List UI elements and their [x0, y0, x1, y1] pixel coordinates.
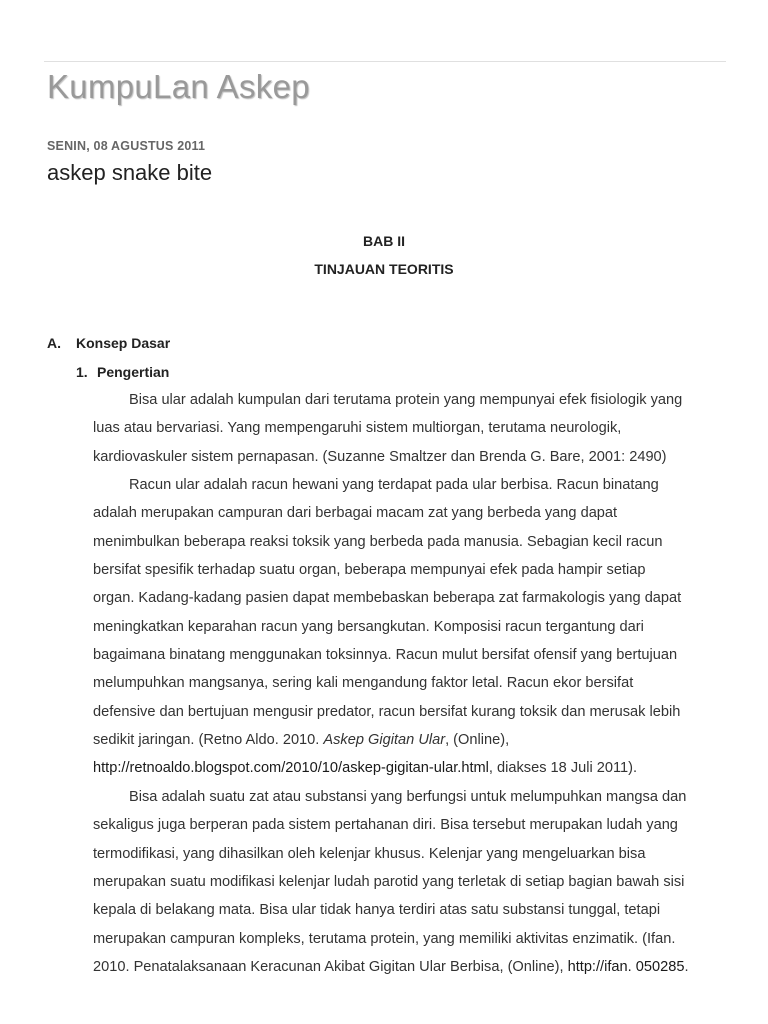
- paragraph-line: meningkatkan keparahan racun yang bersangkutan. Komposisi racun tergantung dari: [93, 618, 644, 635]
- section-marker: A.: [47, 335, 61, 351]
- access-date: , diakses 18 Juli 2011).: [488, 760, 638, 777]
- paragraph-line: organ. Kadang-kadang pasien dapat membebaskan beberapa zat farmakologis yang dapat: [93, 590, 682, 607]
- subsection-title: Pengertian: [97, 364, 170, 380]
- blog-title[interactable]: KumpuLan Askep: [47, 68, 310, 105]
- paragraph-line: Racun ular adalah racun hewani yang terdapat pada ular berbisa. Racun binatang: [129, 477, 659, 494]
- citation-title: Askep Gigitan Ular: [323, 732, 446, 749]
- paragraph-line: bersifat spesifik terhadap suatu organ, beberapa mempunyai efek pada hampir setiap: [93, 562, 646, 579]
- citation-suffix: , (Online),: [445, 732, 510, 749]
- citation-line: [93, 726, 723, 754]
- paragraph-line: melumpuhkan mangsanya, sering kali mengandung faktor letal. Racun ekor bersifat: [93, 675, 634, 692]
- paragraph-line: luas atau bervariasi. Yang mempengaruhi sistem multiorgan, terutama neurologik,: [93, 420, 622, 437]
- paragraph-line: sekaligus juga berperan pada sistem pertahanan diri. Bisa tersebut merupakan ludah yang: [93, 817, 678, 834]
- citation-link-line: [93, 754, 723, 782]
- paragraph-line: termodifikasi, yang dihasilkan oleh kelenjar khusus. Kelenjar yang mengeluarkan bisa: [93, 845, 646, 862]
- article-body: [93, 386, 723, 981]
- paragraph-line: merupakan campuran kompleks, terutama protein, yang memiliki aktivitas enzimatik. (Ifan.: [93, 930, 676, 947]
- post-title[interactable]: askep snake bite: [47, 160, 213, 185]
- post-date: SENIN, 08 AGUSTUS 2011: [47, 139, 206, 153]
- chapter-number: BAB II: [363, 233, 405, 249]
- subsection-marker: 1.: [76, 364, 88, 380]
- citation-prefix: sedikit jaringan. (Retno Aldo. 2010.: [93, 732, 324, 749]
- paragraph-line: Bisa adalah suatu zat atau substansi yang berfungsi untuk melumpuhkan mangsa dan: [129, 788, 687, 805]
- citation-suffix: .: [684, 958, 689, 975]
- paragraph-line: kardiovaskuler sistem pernapasan. (Suzanne Smaltzer dan Brenda G. Bare, 2001: 2490): [93, 448, 667, 465]
- header-divider: [44, 61, 726, 62]
- section-title: Konsep Dasar: [76, 335, 171, 351]
- paragraph-line: menimbulkan beberapa reaksi toksik yang berbeda pada manusia. Sebagian kecil racun: [93, 533, 663, 550]
- citation-prefix: 2010. Penatalaksanaan Keracunan Akibat Gigitan Ular Berbisa, (Online),: [93, 958, 568, 975]
- chapter-name: TINJAUAN TEORITIS: [314, 261, 454, 277]
- source-link[interactable]: http://ifan. 050285: [567, 958, 685, 975]
- source-link[interactable]: http://retnoaldo.blogspot.com/2010/10/askep-gigitan-ular.html: [93, 760, 489, 777]
- paragraph-line: bagaimana binatang menggunakan toksinnya. Racun mulut bersifat ofensif yang bertujuan: [93, 647, 678, 664]
- paragraph-line: kepala di belakang mata. Bisa ular tidak hanya terdiri atas satu substansi tunggal, tetapi: [93, 902, 661, 919]
- citation-line: [93, 953, 723, 981]
- paragraph-line: defensive dan bertujuan mengusir predator, racun bersifat kurang toksik dan merusak lebih: [93, 703, 681, 720]
- paragraph-line: adalah merupakan campuran dari berbagai macam zat yang berbeda yang dapat: [93, 505, 618, 522]
- paragraph-line: merupakan suatu modifikasi kelenjar ludah parotid yang terletak di setiap bagian bawah sisi: [93, 873, 685, 890]
- paragraph-line: Bisa ular adalah kumpulan dari terutama protein yang mempunyai efek fisiologik yang: [129, 392, 683, 408]
